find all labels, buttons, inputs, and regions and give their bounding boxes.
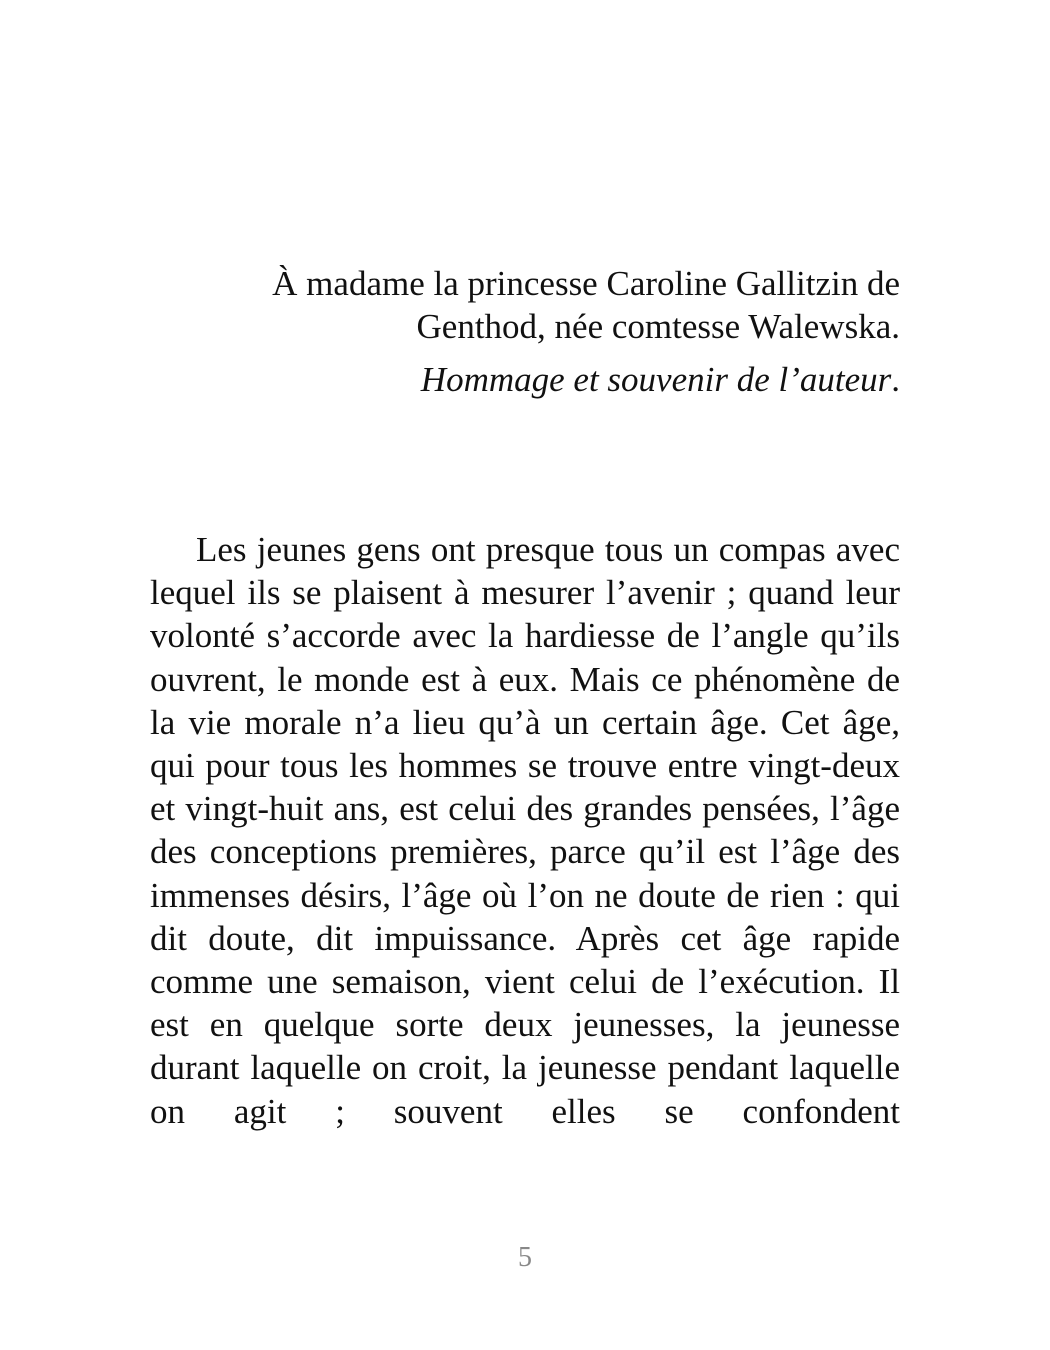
body-paragraph: Les jeunes gens ont presque tous un compas avec lequel ils se plaisent à mesurer l’avenir ; quand leur volonté s’accorde avec la hardiesse de l’angle qu’ils ouvrent, le monde est à eux. Mais ce phénomène de la vie morale n’a lieu qu’à un certain âge. Cet âge, qui pour tous les hommes se trouve entre vingt-deux et vingt-huit ans, est celui des grandes pensées, l’âge des conceptions premières, parce qu’il est l’âge des immenses désirs, l’âge où l’on ne doute de rien : qui dit doute, dit impuissance. Après cet âge rapide comme une semaison, vient celui de l’exécution. Il est en quelque sorte deux jeunesses, la jeunesse durant laquelle on croit, la jeunesse pendant laquelle on agit ; souvent elles se confondent (150, 530, 900, 1131)
tribute-period: . (891, 360, 900, 399)
dedication-line-2: Genthod, née comtesse Walewska. (416, 307, 900, 346)
dedication-tribute (150, 358, 900, 401)
tribute-text: Hommage et souvenir de l’auteur (420, 360, 892, 399)
dedication-line-1: À madame la princesse Caroline Gallitzin de (272, 264, 900, 303)
dedication-block (150, 262, 900, 401)
page-number: 5 (518, 1242, 532, 1273)
